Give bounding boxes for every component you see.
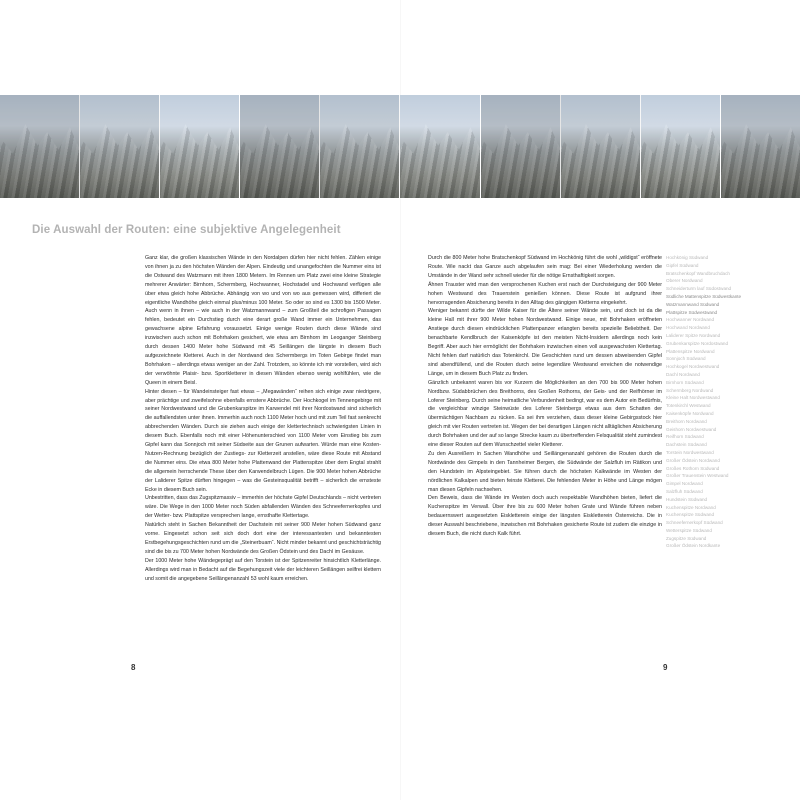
route-list-item: Grubenkarspitze Nordostwand <box>666 340 729 346</box>
route-list-item: Großes Rothorn Südwand <box>666 465 720 471</box>
route-list-item: Großer Ödstein Nordkante <box>666 543 721 549</box>
route-list-item: Salzfluh Südwand <box>666 488 703 494</box>
route-list-item: Gipfel Südwand <box>666 262 699 268</box>
route-list-item: Großer Ödstein Nordwand <box>666 457 720 463</box>
body-paragraph: Zu den Ausreißern in Sachen Wandhöhe und Seillängenanzahl gehören die Routen durch die Nordwände des Gimpels in den Tannheimer Bergen, die Südwände der Salzfluh im Rätikon und den Hundstein im Alpsteingebiet. Sie führen durch die höchsten Kalkwände im Westen der nördlichen Kalkalpen und bieten feinste Kletterei. Die fehlenden Meter in Höhe und Länge mögen man diesen Gipfeln nachsehen. <box>428 450 662 493</box>
section-heading: Die Auswahl der Routen: eine subjektive Angelegenheit <box>32 224 341 236</box>
route-list-item: Torstein Nordwestwand <box>666 449 714 455</box>
route-list-item: Südliche Mattenspitze Südwestkante <box>666 293 742 299</box>
mountain-photo-strip <box>0 95 800 198</box>
route-list-item: Kaisenköpfe Nordwand <box>666 410 714 416</box>
route-list-item: Plattspitze Südwestwand <box>666 309 718 315</box>
route-list-item: Kuchenspitze Südwand <box>666 512 715 518</box>
route-list-item: Hochkönig Südwand <box>666 255 709 260</box>
route-list-item: Schneefernerkopf Südwand <box>666 520 723 526</box>
route-list-item: Schermberg Nordwand <box>666 387 714 393</box>
mountain-photo <box>160 95 240 198</box>
page-number-right: 9 <box>663 663 668 672</box>
body-paragraph: Weniger bekannt dürfte der Wilde Kaiser für die Ältere seiner Wände sein, und doch ist da die kleine Hall mit ihrer 900 Meter hohen Nordwestwand. Einige neue, mit Bohrhaken eröffneten Anstiege durch diesen eindrücklichen Plattenpanzer erlangten bereits spezielle Beliebtheit. Der benachbarte Kendlbruch der Kaisenköpfe ist den meisten Nicht-Insidern allerdings noch kein Begriff. Aber auch hier ermöglicht der Bohrhaken inzwischen einen voll ausgewachsten Klettertag. Nicht fehlen darf natürlich das Totenkirchl. Die Geschichten rund um dessen abweisenden Gipfel sind abendfüllend, und die Routen durch seine legendäre Westwand erreichen die notwendige Länge, um in diesem Buch Platz zu finden. <box>428 308 662 377</box>
body-paragraph: Unbestritten, dass das Zugspitzmassiv – immerhin der höchste Gipfel Deutschlands – nicht vertreten wäre. Die Wege in den 1000 Meter noch Süden abfallenden Wänden des Schneefernerkopfes und der Wetter- bzw. Plattspitze versprechen lange, ernsthafte Klettertage. <box>145 495 381 520</box>
route-list-item: Hochwanner Nordwand <box>666 317 715 323</box>
route-list-item: Reifhorn Südwand <box>666 434 704 440</box>
body-paragraph: Den Beweis, dass die Wände im Westen doch auch respektable Wandhöhen bieten, liefert die Kuchenspitze im Verwall. Über ihre bis zu 600 Meter hohen Grate und Wände führen neben bedauernswert ausgesetzten Eiskletterein einige der längsten Eiskletterein Österreichs. Die in dieser Auswahl beschriebene, inzwischen mit Bohrhaken gesicherte Route ist zudem die einzige in diesem Buch, die nicht durch Kalk führt. <box>428 495 662 538</box>
route-list-item: Oberer Nordwand <box>666 278 703 284</box>
mountain-photo <box>561 95 641 198</box>
mountain-photo <box>400 95 480 198</box>
route-list-item: Birnhorn Südwand <box>666 379 704 385</box>
body-paragraph: Durch die 800 Meter hohe Bratschenkopf Südwand im Hochkönig führt die wohl „wildigst“ eröffnete Route. Wie nackt das Ganze auch abgelaufen sein mag: Bei einer Wiederholung werden die Umstände in der Wand sehr schnell wieder für die nötige Ernsthaftigkeit sorgen. <box>428 255 662 279</box>
route-list-item: Dachstein Südwand <box>666 442 707 448</box>
body-paragraph: Ganz klar, die großen klassischen Wände in den Nordalpen dürfen hier nicht fehlen. Zählen einige von ihnen ja zu den höchsten Wänden der Alpen. Eindeutig und unangefochten die Nummer eins ist die Ostwand des Watzmann mit ihren 1800 Metern. Im Rennen um Platz zwei eine kleine Strategie mehrerer Anwärter: Birnhorn, Schermberg, Hochwanner, Hochstadel und Hochwand verfügen alle über etwa gleich hohe Abbrüche. Abhängig von wo und von wo aus gemessen wird, differiert die eigentliche Wandhöhe gleich einmal plus/minus 100 Meter. So oder so sind es 1300 bis 1500 Meter. Auch wenn in ihnen – wie auch in der Watzmannwand – zum Großteil die schrofigen Passagen fehlen, bedeutet ein Durchstieg durch eine derart große Wand immer ein Unternehmen, das gewachsene alpine Erfahrung voraussetzt. Einige wenige Routen durch diese Wände sind inzwischen auch schon mit Bohrhaken gesichert, wie etwa am Birnhorn im Leoganger Steinberg durch dessen 1400 Meter hohe Südwand mit 45 Seillängen die längste in diesem Buch aufgezeichnete Kletterei. Auch in der Nordwand des Schermbergs im Toten Gebirge findet man Bohrhaken – allerdings etwas weniger an der Zahl. Trotzdem, so könnte ich mir vorstellen, wird sich der verwöhnte Plaisir- bzw. Sportkletterer in diesen Wänden ebenso wenig wohlfühlen, wie die Queen in einem Beisl. <box>145 255 381 386</box>
route-list-item: Laliderer Spitze Nordwand <box>666 332 721 338</box>
route-list-item: Geishorn Nordwestwand <box>666 426 717 432</box>
route-list-item: Sonnjoch Südwand <box>666 356 706 362</box>
route-list-sidebar <box>666 254 766 584</box>
body-paragraph: Ähnen Trauster wird man den versprochenen Kuchen erst nach der Durchsteigung der 900 Meter hohen Westwand des Trauenstein genießen können. Diese Route ist aufgrund ihrer hervorragenden Absicherung bereits in den Alltag des gängigen Kletterns eingekehrt. <box>428 281 662 306</box>
route-list-item: Schneiderturm lauf Südostwand <box>666 286 732 292</box>
body-paragraph: Gänzlich unbekannt waren bis vor Kurzem die Möglichkeiten an den 700 bis 900 Meter hohen Nordbzw. Südabbrüchen des Breithorns, des Großen Rothorns, der Geis- und der Reifhörner im Loferer Steinberg. Durch seine heimatliche Verbundenheit bedingt, war es dem Autor ein Bedürfnis, die vergleichbar winzige Steinwüste des Loferer Steinbergs etwas aus dem Schatten der übermächtigen Nachbarn zu rücken. Es sei ihm verziehen, dass dieser kleine Gebirgsstock hier gleich mit vier Routen vertreten ist. Wegen der bei derartigen Längen nicht alltäglichen Absicherung durch Bohrhaken und der auf so lange Strecke kaum zu übertreffenden Felsqualität steht zumindest eine dieser Routen auf dem Wunschzettel vieler Kletterer. <box>428 379 662 449</box>
page-number-left: 8 <box>131 663 136 672</box>
route-list-item: Totenkirchl Westwand <box>666 403 711 409</box>
left-text-column <box>145 254 381 634</box>
mountain-photo <box>320 95 400 198</box>
mountain-photo <box>80 95 160 198</box>
route-list-item: Dachl Nordwand <box>666 371 700 377</box>
mountain-photo <box>641 95 721 198</box>
route-list-item: Breithorn Nordwand <box>666 418 707 424</box>
route-list-item: Plattenspitze Nordwand <box>666 348 715 354</box>
right-text-column <box>428 254 662 574</box>
route-list-item: Hundstein Südwand <box>666 496 708 502</box>
mountain-photo <box>721 95 800 198</box>
route-list-item: Watzmannwand Südwand <box>666 301 720 307</box>
route-list-item: Bratschenkopf Wandbruchdach <box>666 270 730 276</box>
body-paragraph: Natürlich steht in Sachen Bekanntheit der Dachstein mit seiner 900 Meter hohen Südwand ganz vorne. Eingesetzt schon seit sich doch dort eine der interessantesten und bekanntesten Erstbegehungsgeschichten rund um die „Steinerbuam“. Nicht minder bekannt und geschichtsträchtig sind die bis zu 700 Meter hohen Nordwände des Großen Ödstein und des Dachl im Gesäuse. <box>145 522 381 555</box>
mountain-photo <box>0 95 80 198</box>
body-paragraph: Hinter diesen – für Wandeinsteiger fast etwas – „Megawänden“ reihen sich einige zwar niedrigere, aber prächtige und zweifelsohne ebenfalls ernstere Abbrüche. Der Hochkogel im Tennengebirge mit seiner Nordwestwand und die Grubenkarspitze im Karwendel mit ihrer Nordostwand sind sicherlich die auffallendsten unter ihnen. Immerhin auch noch 1100 Meter hoch und mit zum Teil fast senkrecht abbrechenden Wänden. Durch sie ziehen auch einige der klettertechnisch schwierigsten Linien in diesem Buch. Ebenfalls noch mit einer Höhenunterschied von 1100 Meter vom Einstieg bis zum Gipfel kann das Sonnjoch mit seiner Südseite aus der Grunen aufwarten. Würde man eine Kosten-Nutzen-Rechnung bezüglich der Zustiegs- zur Kletterzeit anstellen, wäre diese Route mit Abstand die Nummer eins. Die etwa 800 Meter hohe Plattenwand der Plattenspitze über dem Engtal strahlt die allgemein herrschende These über den Karwendelbruch Lügen. Die 900 Meter hohen Abbrüche der Laliderer Spitze dürften hingegen – was die Gesteinsqualität betrifft – sicherlich die ernsteste Ecke in diesem Buch sein. <box>145 388 381 493</box>
mountain-photo <box>240 95 320 198</box>
route-list-item: Zugspitze Südwand <box>666 535 707 541</box>
route-list-item: Hochwand Nordwand <box>666 325 710 331</box>
mountain-photo <box>481 95 561 198</box>
body-paragraph: Der 1000 Meter hohe Wändegeprägt auf den Torstein ist der Spitzenreiter hinsichtlich Kletterlänge. Allerdings wird man in Bedacht auf die Begehungszeit viele der leichteren Seillängen seilfrei klettern und somit die angegebene Seillängenanzahl 53 wohl kaum erreichen. <box>145 557 381 582</box>
route-list-item: Hochkogel Nordwestwand <box>666 364 720 370</box>
route-list-item: Großer Trauenstein Westwand <box>666 473 729 479</box>
route-list-item: Wetterspitze Südwand <box>666 527 712 533</box>
route-list-item: Kuchenspitze Nordwand <box>666 504 716 510</box>
route-list-item: Kleine Halt Nordwestwand <box>666 395 720 401</box>
route-list-item: Gimpel Nordwand <box>666 481 703 487</box>
